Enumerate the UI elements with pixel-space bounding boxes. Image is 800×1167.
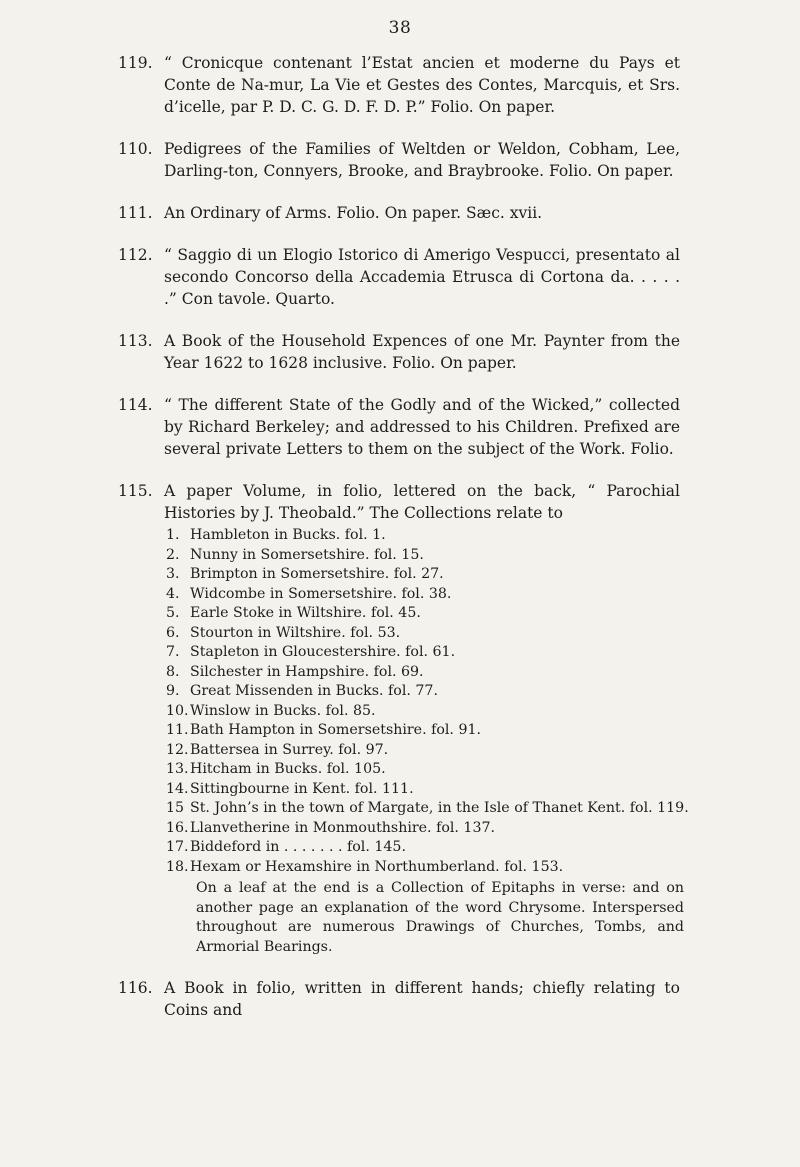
collection-note: On a leaf at the end is a Collection of Epitaphs in verse: and on another page an explanation of the word Chrysome. Interspersed throughout are numerous Drawings of Churches, Tombs, and Armorial Bearings. (196, 880, 684, 955)
item-number: 7. (166, 644, 180, 660)
item-number: 5. (166, 605, 180, 621)
list-item (166, 741, 690, 761)
item-text: Stourton in Wiltshire. fol. 53. (190, 624, 401, 641)
entry-text: “ Saggio di un Elogio Istorico di Amerigo Vespucci, presentato al secondo Concorso della Accademia Etrusca di Cortona da. . . . . .” Con tavole. Quarto. (164, 246, 680, 308)
item-text: St. John’s in the town of Margate, in the Isle of Thanet Kent. fol. 119. (190, 800, 689, 816)
item-text: Bath Hampton in Somersetshire. fol. 91. (190, 722, 482, 738)
entry-number: 115. (118, 482, 153, 500)
item-text: Battersea in Surrey. fol. 97. (190, 741, 389, 758)
page-number: 38 (388, 18, 412, 38)
item-number: 2. (166, 546, 180, 563)
item-number: 18. (166, 858, 189, 875)
entry-number: 113. (118, 332, 153, 350)
entry-number: 112. (118, 246, 153, 264)
entry (0, 480, 800, 957)
item-text: Biddeford in . . . . . . . fol. 145. (190, 839, 406, 855)
item-number: 6. (166, 624, 180, 641)
entry-text: Pedigrees of the Families of Weltden or Weldon, Cobham, Lee, Darling-ton, Connyers, Brooke, and Braybrooke. Folio. On paper. (164, 140, 680, 180)
entry (0, 202, 800, 224)
item-number: 13. (166, 761, 189, 777)
item-text: Silchester in Hampshire. fol. 69. (190, 663, 424, 680)
entry (0, 138, 800, 182)
list-item (166, 546, 690, 566)
entry-text: A Book in folio, written in different hands; chiefly relating to Coins and (164, 979, 680, 1019)
list-item (166, 624, 690, 644)
entry-number: 114. (118, 396, 153, 414)
item-text: Nunny in Somersetshire. fol. 15. (190, 546, 424, 563)
item-text: Sittingbourne in Kent. fol. 111. (190, 780, 414, 797)
item-text: Brimpton in Somersetshire. fol. 27. (190, 566, 444, 582)
list-item (166, 721, 690, 741)
entry-text: A Book of the Household Expences of one Mr. Paynter from the Year 1622 to 1628 inclusive. Folio. On paper. (164, 332, 680, 372)
collections-list (166, 526, 690, 877)
entry (0, 244, 800, 310)
list-item (166, 643, 690, 663)
list-item (166, 702, 690, 722)
item-number: 17. (166, 839, 189, 855)
item-number: 4. (166, 585, 180, 602)
entry (0, 977, 800, 1021)
entry-number: 116. (118, 979, 153, 997)
list-item (166, 858, 690, 878)
entry-number: 111. (118, 204, 153, 222)
item-number: 14. (166, 780, 189, 797)
item-number: 12. (166, 741, 189, 758)
item-number: 15 (166, 800, 185, 816)
entry (0, 52, 800, 118)
item-number: 1. (166, 527, 180, 543)
list-item (166, 819, 690, 839)
entry-number: 119. (118, 54, 153, 72)
list-item (166, 565, 690, 585)
item-number: 9. (166, 683, 180, 699)
entry-number: 110. (118, 140, 153, 158)
item-text: Winslow in Bucks. fol. 85. (190, 702, 376, 719)
list-item (166, 799, 690, 819)
entry-text: An Ordinary of Arms. Folio. On paper. Sæc. xvii. (164, 204, 543, 222)
item-text: Hexam or Hexamshire in Northumberland. fol. 153. (190, 858, 564, 875)
entry-text: “ The different State of the Godly and of the Wicked,” collected by Richard Berkeley; and addressed to his Children. Prefixed are several private Letters to them on the subject of the Work. Folio. (164, 396, 680, 458)
list-item (166, 838, 690, 858)
list-item (166, 780, 690, 800)
list-item (166, 604, 690, 624)
list-item (166, 663, 690, 683)
item-text: Earle Stoke in Wiltshire. fol. 45. (190, 605, 421, 621)
entry-text: A paper Volume, in folio, lettered on the back, “ Parochial Histories by J. Theobald.” The Collections relate to (164, 482, 680, 522)
list-item (166, 526, 690, 546)
list-item (166, 760, 690, 780)
item-number: 8. (166, 663, 180, 680)
entry-text: “ Cronicque contenant l’Estat ancien et moderne du Pays et Conte de Na-mur, La Vie et Gestes des Contes, Marcquis, et Srs. d’icelle, par P. D. C. G. D. F. D. P.” Folio. On paper. (164, 54, 680, 116)
item-number: 10. (166, 702, 189, 719)
item-text: Widcombe in Somersetshire. fol. 38. (190, 585, 452, 602)
item-number: 16. (166, 819, 189, 836)
item-text: Hambleton in Bucks. fol. 1. (190, 527, 386, 543)
item-text: Hitcham in Bucks. fol. 105. (190, 761, 386, 777)
item-text: Llanvetherine in Monmouthshire. fol. 137. (190, 819, 496, 836)
list-item (166, 682, 690, 702)
item-text: Stapleton in Gloucestershire. fol. 61. (190, 644, 456, 660)
item-number: 11. (166, 722, 189, 738)
item-text: Great Missenden in Bucks. fol. 77. (190, 683, 438, 699)
entry (0, 330, 800, 374)
entry (0, 394, 800, 460)
item-number: 3. (166, 566, 180, 582)
list-item (166, 585, 690, 605)
catalogue-entries (0, 52, 800, 1041)
